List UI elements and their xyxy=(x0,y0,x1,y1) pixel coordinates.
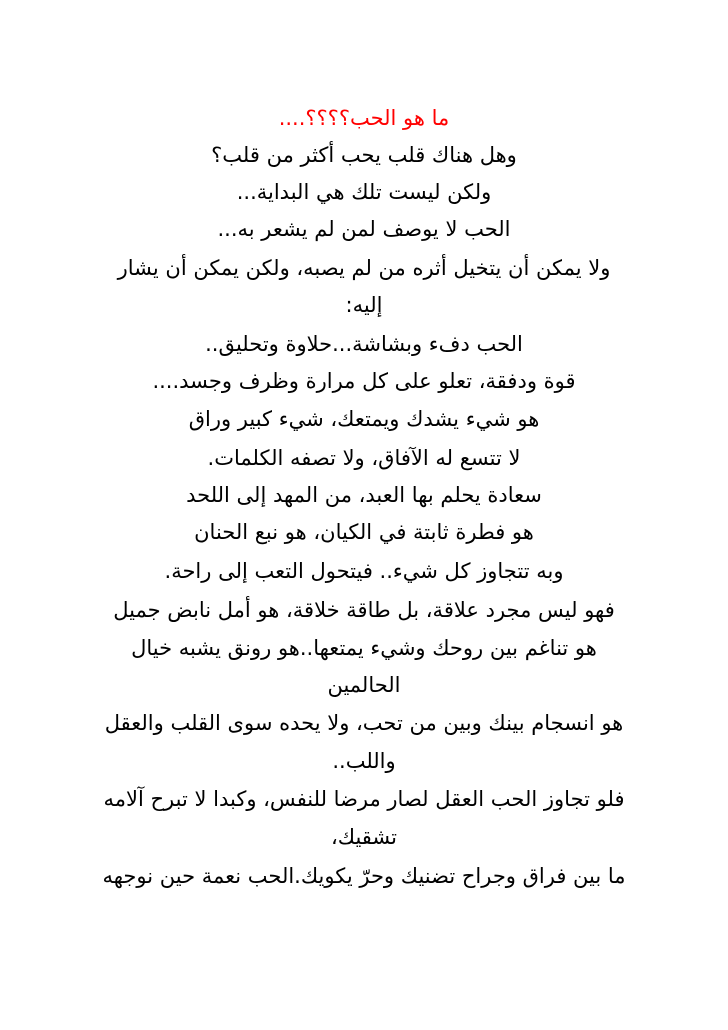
text-line: الحالمين xyxy=(327,673,401,697)
text-line: وبه تتجاوز كل شيء.. فيتحول التعب إلى راحة. xyxy=(164,559,564,583)
text-line: سعادة يحلم بها العبد، من المهد إلى اللحد xyxy=(186,483,542,507)
text-line: ولكن ليست تلك هي البداية... xyxy=(236,180,492,204)
text-line: فهو ليس مجرد علاقة، بل طاقة خلاقة، هو أمل نابض جميل xyxy=(113,598,615,622)
text-line: هو فطرة ثابتة في الكيان، هو نبع الحنان xyxy=(194,520,534,544)
text-line: ما بين فراق وجراح تضنيك وحرّ يكويك.الحب نعمة حين نوجهه xyxy=(102,864,626,888)
text-line: واللب.. xyxy=(332,749,396,773)
text-line: قوة ودفقة، تعلو على كل مرارة وظرف وجسد.... xyxy=(152,369,576,393)
document-title: ما هو الحب؟؟؟؟.... xyxy=(278,106,450,130)
text-line: هو شيء يشدك ويمتعك، شيء كبير وراق xyxy=(188,407,540,431)
text-line: لا تتسع له الآفاق، ولا تصفه الكلمات. xyxy=(207,446,521,470)
text-line: تشقيك، xyxy=(330,825,397,849)
text-line: الحب دفء وبشاشة...حلاوة وتحليق.. xyxy=(205,332,523,356)
text-line: الحب لا يوصف لمن لم يشعر به... xyxy=(217,217,511,241)
text-line: ولا يمكن أن يتخيل أثره من لم يصبه، ولكن يمكن أن يشار xyxy=(117,256,611,280)
text-line: وهل هناك قلب يحب أكثر من قلب؟ xyxy=(211,143,517,167)
text-line: إليه: xyxy=(345,293,383,317)
text-line: هو انسجام بينك وبين من تحب، ولا يحده سوى القلب والعقل xyxy=(104,711,624,735)
text-line: فلو تجاوز الحب العقل لصار مرضا للنفس، وكبدا لا تبرح آلامه xyxy=(103,787,625,811)
text-line: هو تناغم بين روحك وشيء يمتعها..هو رونق يشبه خيال xyxy=(131,636,597,660)
